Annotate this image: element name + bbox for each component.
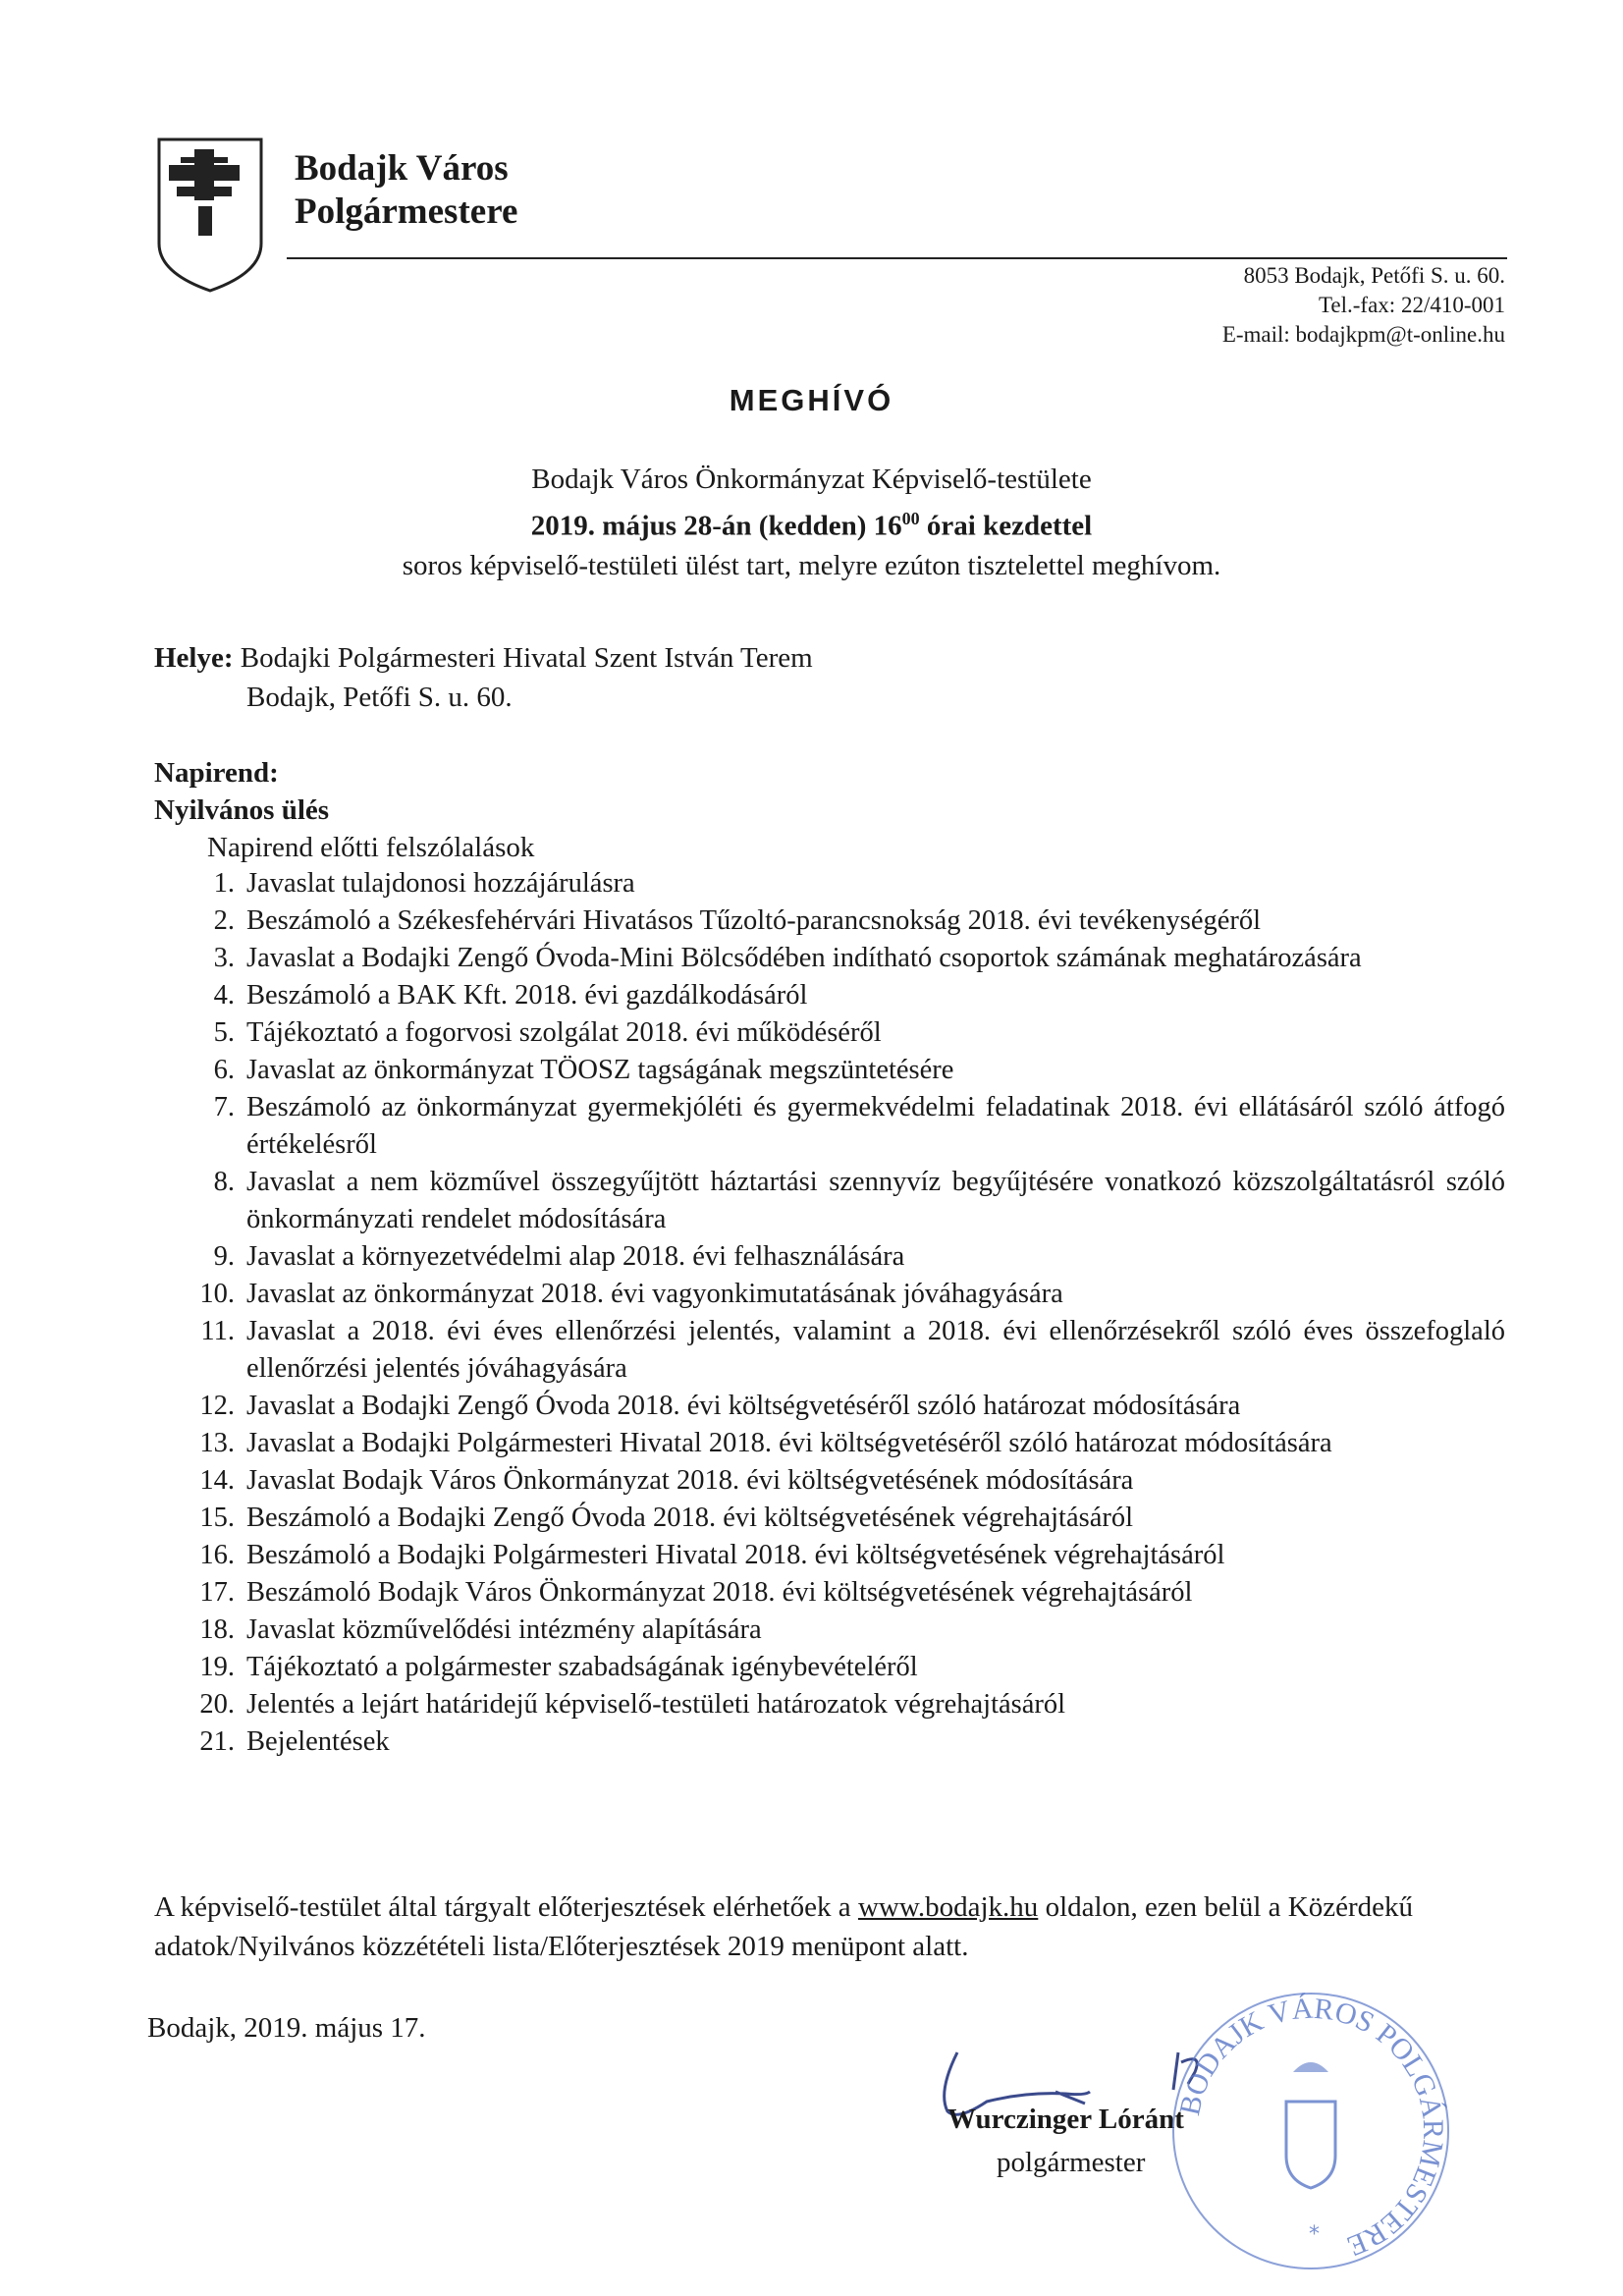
agenda-item-text: Javaslat Bodajk Város Önkormányzat 2018. évi költségvetésének módosítására xyxy=(246,1465,1134,1496)
agenda-item-text: Beszámoló Bodajk Város Önkormányzat 2018. évi költségvetésének végrehajtásáról xyxy=(246,1577,1193,1608)
intro-line-body: Bodajk Város Önkormányzat Képviselő-testülete xyxy=(531,464,1092,495)
signer-name: Wurczinger Lóránt xyxy=(947,2104,1184,2135)
agenda-item-text: Javaslat a 2018. évi éves ellenőrzési jelentés, valamint a 2018. évi ellenőrzésekről szóló éves összefoglaló ellenőrzési jelentés jóváhagyására xyxy=(246,1316,1505,1384)
website-link[interactable]: www.bodajk.hu xyxy=(857,1891,1039,1923)
place-label: Helye: xyxy=(154,642,234,674)
agenda-item-number: 12. xyxy=(199,1391,235,1421)
agenda-item xyxy=(154,1425,1505,1462)
agenda-item-number: 13. xyxy=(199,1428,235,1458)
agenda-item-text: Beszámoló a Bodajki Polgármesteri Hivatal 2018. évi költségvetésének végrehajtásáról xyxy=(246,1540,1225,1570)
agenda-item xyxy=(154,1052,1505,1089)
agenda-pre-item: Napirend előtti felszólalások xyxy=(207,832,535,863)
intro-line-datetime xyxy=(0,499,1623,546)
agenda-item-text: Javaslat a nem közművel összegyűjtött háztartási szennyvíz begyűjtésére vonatkozó közszolgáltatásról szóló önkormányzati rendelet módosítására xyxy=(246,1167,1505,1234)
agenda-item-text: Beszámoló a Bodajki Zengő Óvoda 2018. évi költségvetésének végrehajtásáról xyxy=(246,1503,1134,1533)
agenda-item xyxy=(154,1388,1505,1425)
contact-email: E-mail: bodajkpm@t-online.hu xyxy=(1221,322,1505,347)
agenda-item-number: 20. xyxy=(199,1689,235,1720)
contact-address: 8053 Bodajk, Petőfi S. u. 60. xyxy=(1243,263,1505,288)
agenda-item-number: 3. xyxy=(213,943,235,973)
organization-title xyxy=(295,147,517,234)
agenda-heading xyxy=(154,754,329,829)
agenda-item xyxy=(154,1686,1505,1723)
agenda-item-number: 6. xyxy=(213,1055,235,1085)
invitation-intro xyxy=(0,460,1623,585)
agenda-item-text: Javaslat a Bodajki Zengő Óvoda 2018. évi költségvetéséről szóló határozat módosítására xyxy=(246,1391,1241,1421)
agenda-item-number: 14. xyxy=(199,1465,235,1496)
agenda-item-number: 2. xyxy=(213,905,235,936)
agenda-item xyxy=(154,1537,1505,1574)
agenda-item-number: 1. xyxy=(213,868,235,899)
agenda-item-number: 7. xyxy=(213,1092,235,1122)
organization-name: Bodajk Város xyxy=(295,148,509,189)
agenda-item xyxy=(154,1723,1505,1761)
agenda-item xyxy=(154,1574,1505,1612)
meeting-place xyxy=(154,638,813,717)
stamp-text: BODAJK VÁROS POLGÁRMESTERE xyxy=(1173,1992,1450,2263)
intro-line-purpose: soros képviselő-testületi ülést tart, melyre ezúton tisztelettel meghívom. xyxy=(402,549,1221,581)
organization-role: Polgármestere xyxy=(295,191,518,232)
meeting-time-minutes: 00 xyxy=(901,509,920,528)
agenda-item xyxy=(154,977,1505,1014)
agenda-title: Napirend: xyxy=(154,757,279,789)
meeting-time-suffix: órai kezdettel xyxy=(919,510,1093,542)
agenda-item-number: 10. xyxy=(199,1279,235,1309)
signer-role: polgármester xyxy=(997,2147,1146,2178)
contact-phone: Tel.-fax: 22/410-001 xyxy=(1318,293,1505,317)
document-date: Bodajk, 2019. május 17. xyxy=(147,2012,426,2044)
agenda-item-number: 8. xyxy=(213,1167,235,1197)
city-crest-icon xyxy=(155,136,265,295)
agenda-item-number: 21. xyxy=(199,1726,235,1757)
agenda-item xyxy=(154,1612,1505,1649)
agenda-item-text: Beszámoló a Székesfehérvári Hivatásos Tűzoltó-parancsnokság 2018. évi tevékenységéről xyxy=(246,905,1262,936)
place-venue: Bodajki Polgármesteri Hivatal Szent István Terem xyxy=(233,642,813,674)
footer-note xyxy=(154,1887,1450,1966)
agenda-list xyxy=(154,865,1505,1761)
agenda-item-text: Tájékoztató a fogorvosi szolgálat 2018. évi működéséről xyxy=(246,1017,882,1048)
document-title: MEGHÍVÓ xyxy=(729,383,894,417)
contact-block xyxy=(1222,261,1505,350)
agenda-item xyxy=(154,1238,1505,1276)
header-divider xyxy=(287,257,1507,259)
agenda-item xyxy=(154,902,1505,940)
agenda-item xyxy=(154,940,1505,977)
agenda-item-text: Javaslat a környezetvédelmi alap 2018. évi felhasználására xyxy=(246,1241,905,1272)
agenda-item-number: 19. xyxy=(199,1652,235,1682)
agenda-item xyxy=(154,865,1505,902)
agenda-item-text: Beszámoló a BAK Kft. 2018. évi gazdálkodásáról xyxy=(246,980,808,1011)
footer-note-text-2: oldalon, ezen belül a Közérdekű adatok/Nyilvános közzétételi lista/Előterjesztések 2019 menüpont alatt. xyxy=(154,1891,1413,1962)
agenda-session-type: Nyilvános ülés xyxy=(154,794,330,826)
agenda-item-number: 4. xyxy=(213,980,235,1011)
agenda-item xyxy=(154,1089,1505,1164)
agenda-item-text: Javaslat a Bodajki Zengő Óvoda-Mini Bölcsődében indítható csoportok számának meghatározására xyxy=(246,943,1362,973)
agenda-item xyxy=(154,1276,1505,1313)
agenda-item xyxy=(154,1649,1505,1686)
agenda-item-number: 9. xyxy=(213,1241,235,1272)
agenda-item-text: Javaslat a Bodajki Polgármesteri Hivatal 2018. évi költségvetéséről szóló határozat módosítására xyxy=(246,1428,1332,1458)
agenda-item-number: 17. xyxy=(199,1577,235,1608)
meeting-date: 2019. május 28-án (kedden) 16 xyxy=(530,510,902,542)
agenda-item-text: Javaslat az önkormányzat TÖOSZ tagságának megszüntetésére xyxy=(246,1055,954,1085)
agenda-item-text: Beszámoló az önkormányzat gyermekjóléti és gyermekvédelmi feladatinak 2018. évi ellátásáról szóló átfogó értékelésről xyxy=(246,1092,1505,1160)
place-address: Bodajk, Petőfi S. u. 60. xyxy=(246,682,513,713)
agenda-item-number: 16. xyxy=(199,1540,235,1570)
agenda-item-text: Javaslat az önkormányzat 2018. évi vagyonkimutatásának jóváhagyására xyxy=(246,1279,1063,1309)
agenda-item-number: 5. xyxy=(213,1017,235,1048)
agenda-item xyxy=(154,1500,1505,1537)
official-stamp xyxy=(1163,1984,1458,2278)
svg-text:*: * xyxy=(1309,2222,1320,2247)
agenda-item xyxy=(154,1164,1505,1238)
agenda-item-number: 18. xyxy=(199,1614,235,1645)
agenda-item-text: Javaslat közművelődési intézmény alapítására xyxy=(246,1614,762,1645)
agenda-item-number: 11. xyxy=(200,1316,235,1346)
agenda-item xyxy=(154,1462,1505,1500)
agenda-item-number: 15. xyxy=(199,1503,235,1533)
agenda-item-text: Javaslat tulajdonosi hozzájárulásra xyxy=(246,868,635,899)
agenda-item-text: Tájékoztató a polgármester szabadságának igénybevételéről xyxy=(246,1652,918,1682)
agenda-item-text: Jelentés a lejárt határidejű képviselő-testületi határozatok végrehajtásáról xyxy=(246,1689,1066,1720)
agenda-item xyxy=(154,1313,1505,1388)
footer-note-text: A képviselő-testület által tárgyalt előterjesztések elérhetőek a xyxy=(154,1891,858,1923)
agenda-item xyxy=(154,1014,1505,1052)
agenda-item-text: Bejelentések xyxy=(246,1726,390,1757)
